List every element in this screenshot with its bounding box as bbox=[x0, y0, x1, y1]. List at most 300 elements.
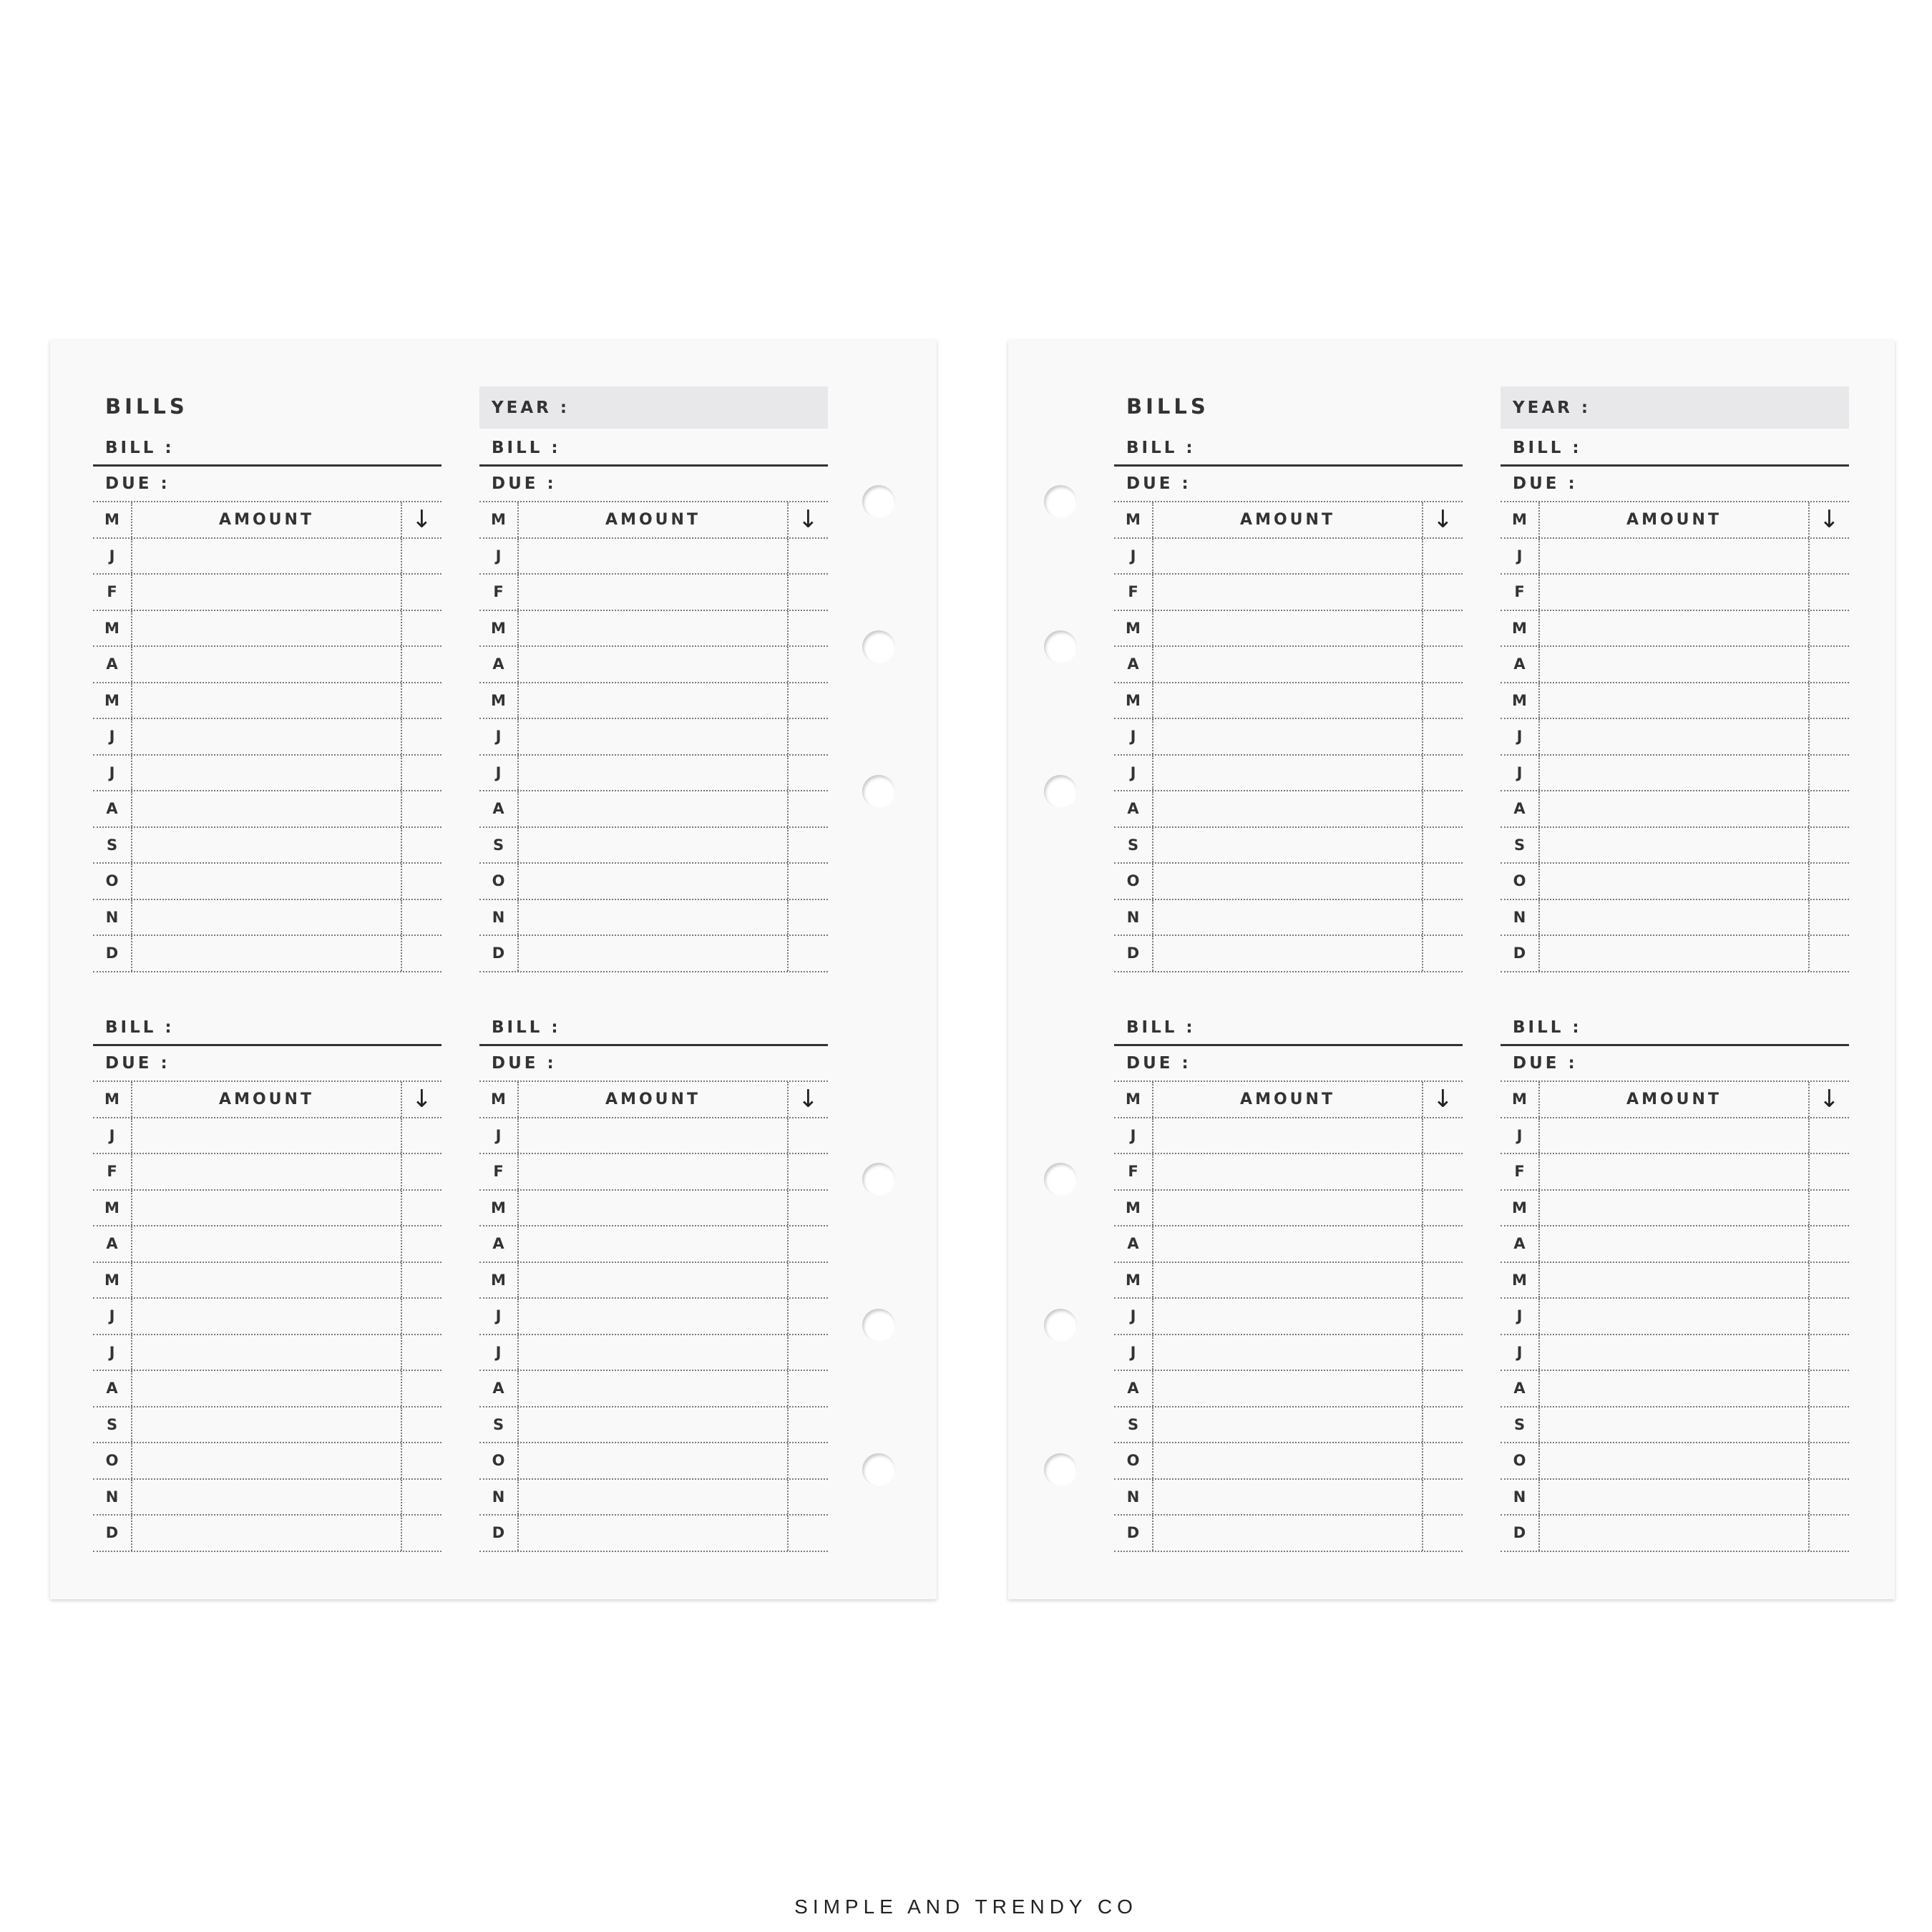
month-row bbox=[93, 647, 441, 683]
amount-cell[interactable] bbox=[1153, 900, 1423, 935]
month-column-header: M bbox=[1114, 502, 1153, 537]
amount-cell[interactable] bbox=[1153, 1154, 1423, 1189]
amount-cell[interactable] bbox=[1153, 647, 1423, 682]
month-row bbox=[1501, 1371, 1849, 1407]
paid-check-cell[interactable] bbox=[789, 791, 828, 826]
month-column-header: M bbox=[93, 502, 132, 537]
bill-name-field[interactable]: BILL : bbox=[479, 431, 828, 467]
month-initial: A bbox=[93, 1226, 132, 1262]
paid-check-cell[interactable] bbox=[1423, 791, 1463, 826]
paid-check-cell[interactable] bbox=[1810, 719, 1849, 754]
paid-check-cell[interactable] bbox=[1810, 1154, 1849, 1189]
amount-cell[interactable] bbox=[1540, 864, 1810, 899]
paid-check-cell[interactable] bbox=[402, 1154, 441, 1189]
amount-cell[interactable] bbox=[1153, 1263, 1423, 1298]
amount-cell[interactable] bbox=[519, 1191, 789, 1226]
amount-cell[interactable] bbox=[519, 828, 789, 863]
paid-check-cell[interactable] bbox=[789, 683, 828, 718]
amount-cell[interactable] bbox=[1153, 1118, 1423, 1153]
amount-cell[interactable] bbox=[132, 683, 402, 718]
month-initial: A bbox=[1501, 1371, 1540, 1406]
bill-name-field[interactable]: BILL : bbox=[93, 431, 441, 467]
amount-cell[interactable] bbox=[132, 611, 402, 646]
month-column-header: M bbox=[479, 1082, 519, 1117]
amount-cell[interactable] bbox=[519, 1480, 789, 1515]
month-initial: A bbox=[93, 647, 132, 682]
month-row bbox=[479, 1371, 828, 1407]
amount-cell[interactable] bbox=[1153, 1407, 1423, 1443]
amount-cell[interactable] bbox=[1540, 1299, 1810, 1334]
month-row bbox=[479, 936, 828, 972]
paid-check-cell[interactable] bbox=[1810, 539, 1849, 574]
amount-cell[interactable] bbox=[519, 1226, 789, 1262]
amount-cell[interactable] bbox=[1153, 539, 1423, 574]
amount-cell[interactable] bbox=[1153, 719, 1423, 754]
month-initial: S bbox=[1501, 1407, 1540, 1443]
month-initial: S bbox=[1114, 1407, 1153, 1443]
paid-check-cell[interactable] bbox=[789, 1480, 828, 1515]
amount-cell[interactable] bbox=[519, 1118, 789, 1153]
due-date-field[interactable]: DUE : bbox=[1501, 1046, 1849, 1082]
paid-check-cell[interactable] bbox=[402, 936, 441, 971]
paid-check-cell[interactable] bbox=[402, 1299, 441, 1334]
month-row bbox=[479, 539, 828, 575]
month-initial: S bbox=[479, 1407, 519, 1443]
bill-block bbox=[1501, 1010, 1849, 1552]
paid-check-cell[interactable] bbox=[789, 1335, 828, 1370]
month-row bbox=[93, 1443, 441, 1480]
amount-cell[interactable] bbox=[519, 864, 789, 899]
binder-hole-icon bbox=[862, 1309, 895, 1342]
amount-cell[interactable] bbox=[1153, 575, 1423, 610]
amount-cell[interactable] bbox=[1540, 1480, 1810, 1515]
month-row bbox=[479, 900, 828, 937]
paid-check-cell[interactable] bbox=[402, 1443, 441, 1478]
paid-check-cell[interactable] bbox=[789, 864, 828, 899]
amount-cell[interactable] bbox=[1153, 1191, 1423, 1226]
month-row bbox=[1501, 575, 1849, 611]
month-initial: A bbox=[479, 1371, 519, 1406]
paid-check-cell[interactable] bbox=[1423, 1371, 1463, 1406]
paid-check-cell[interactable] bbox=[1423, 900, 1463, 935]
month-initial: J bbox=[93, 756, 132, 791]
paid-check-cell[interactable] bbox=[1423, 756, 1463, 791]
amount-cell[interactable] bbox=[132, 1191, 402, 1226]
table-header-row bbox=[93, 1082, 441, 1118]
amount-cell[interactable] bbox=[1153, 1480, 1423, 1515]
bill-name-field[interactable]: BILL : bbox=[1501, 1010, 1849, 1046]
paid-check-cell[interactable] bbox=[402, 1118, 441, 1153]
paid-check-cell[interactable] bbox=[402, 900, 441, 935]
amount-cell[interactable] bbox=[132, 1118, 402, 1153]
paid-check-cell[interactable] bbox=[402, 719, 441, 754]
month-initial: A bbox=[93, 1371, 132, 1406]
amount-cell[interactable] bbox=[132, 828, 402, 863]
paid-check-cell[interactable] bbox=[1423, 539, 1463, 574]
month-row bbox=[479, 1516, 828, 1552]
down-arrow-icon: ↓ bbox=[411, 505, 432, 535]
paid-check-cell[interactable] bbox=[1810, 575, 1849, 610]
paid-check-cell[interactable] bbox=[1423, 1299, 1463, 1334]
amount-cell[interactable] bbox=[1153, 828, 1423, 863]
paid-check-cell[interactable] bbox=[789, 1263, 828, 1298]
amount-cell[interactable] bbox=[1540, 647, 1810, 682]
amount-cell[interactable] bbox=[132, 900, 402, 935]
paid-check-cell[interactable] bbox=[1423, 1154, 1463, 1189]
amount-cell[interactable] bbox=[1540, 900, 1810, 935]
month-row bbox=[479, 864, 828, 900]
month-initial: M bbox=[1501, 1191, 1540, 1226]
bill-name-field[interactable]: BILL : bbox=[1501, 431, 1849, 467]
month-column-header: M bbox=[1501, 1082, 1540, 1117]
paid-check-cell[interactable] bbox=[789, 1407, 828, 1443]
amount-cell[interactable] bbox=[1153, 1226, 1423, 1262]
paid-check-cell[interactable] bbox=[1423, 683, 1463, 718]
paid-check-cell[interactable] bbox=[1810, 1263, 1849, 1298]
month-row bbox=[93, 1335, 441, 1372]
month-initial: D bbox=[1114, 1516, 1153, 1551]
month-initial: M bbox=[1501, 1263, 1540, 1298]
paid-check-cell[interactable] bbox=[1423, 647, 1463, 682]
month-initial: A bbox=[479, 1226, 519, 1262]
year-field[interactable] bbox=[479, 386, 828, 429]
due-date-field[interactable]: DUE : bbox=[93, 1046, 441, 1082]
paid-check-cell[interactable] bbox=[1423, 1480, 1463, 1515]
amount-cell[interactable] bbox=[519, 791, 789, 826]
month-row bbox=[1501, 900, 1849, 937]
paid-check-cell[interactable] bbox=[789, 1226, 828, 1262]
paid-check-cell[interactable] bbox=[1810, 1407, 1849, 1443]
month-row bbox=[479, 1263, 828, 1299]
paid-check-cell[interactable] bbox=[402, 683, 441, 718]
amount-cell[interactable] bbox=[132, 791, 402, 826]
paid-check-cell[interactable] bbox=[1810, 936, 1849, 971]
amount-cell[interactable] bbox=[1153, 1443, 1423, 1478]
paid-check-cell[interactable] bbox=[1810, 683, 1849, 718]
month-row bbox=[1114, 1191, 1463, 1227]
month-initial: J bbox=[479, 1299, 519, 1334]
paid-check-cell[interactable] bbox=[789, 719, 828, 754]
paid-check-cell[interactable] bbox=[1810, 900, 1849, 935]
paid-check-cell[interactable] bbox=[402, 791, 441, 826]
paid-check-cell[interactable] bbox=[1810, 647, 1849, 682]
paid-check-cell[interactable] bbox=[1423, 828, 1463, 863]
paid-check-cell[interactable] bbox=[402, 828, 441, 863]
planner-sheet-right bbox=[1008, 340, 1895, 1599]
amount-cell[interactable] bbox=[132, 864, 402, 899]
month-initial: J bbox=[93, 1335, 132, 1370]
amount-cell[interactable] bbox=[1540, 791, 1810, 826]
paid-check-cell[interactable] bbox=[789, 1516, 828, 1551]
month-row bbox=[1114, 683, 1463, 720]
amount-cell[interactable] bbox=[1540, 539, 1810, 574]
month-initial: A bbox=[479, 647, 519, 682]
month-row bbox=[93, 864, 441, 900]
amount-cell[interactable] bbox=[1540, 936, 1810, 971]
bill-name-field[interactable]: BILL : bbox=[1114, 431, 1463, 467]
paid-check-cell[interactable] bbox=[789, 1299, 828, 1334]
paid-check-cell[interactable] bbox=[1810, 1516, 1849, 1551]
paid-check-cell[interactable] bbox=[1423, 936, 1463, 971]
paid-check-cell[interactable] bbox=[789, 575, 828, 610]
amount-cell[interactable] bbox=[132, 1226, 402, 1262]
month-row bbox=[479, 791, 828, 828]
month-row bbox=[1501, 1226, 1849, 1263]
paid-check-cell[interactable] bbox=[402, 647, 441, 682]
month-row bbox=[479, 1118, 828, 1155]
amount-cell[interactable] bbox=[519, 756, 789, 791]
paid-check-cell[interactable] bbox=[402, 1335, 441, 1370]
bill-block bbox=[93, 1010, 441, 1552]
paid-check-cell[interactable] bbox=[402, 575, 441, 610]
month-row bbox=[1501, 719, 1849, 756]
paid-check-cell[interactable] bbox=[789, 1154, 828, 1189]
amount-cell[interactable] bbox=[1540, 1443, 1810, 1478]
amount-cell[interactable] bbox=[1540, 611, 1810, 646]
amount-cell[interactable] bbox=[519, 611, 789, 646]
down-arrow-icon: ↓ bbox=[1819, 1085, 1840, 1114]
amount-cell[interactable] bbox=[519, 539, 789, 574]
month-row bbox=[1501, 1263, 1849, 1299]
binder-hole-icon bbox=[862, 775, 895, 808]
paid-check-cell[interactable] bbox=[789, 936, 828, 971]
amount-cell[interactable] bbox=[519, 900, 789, 935]
page-title: BILLS bbox=[1126, 394, 1209, 419]
amount-cell[interactable] bbox=[1540, 828, 1810, 863]
amount-cell[interactable] bbox=[519, 647, 789, 682]
paid-check-cell[interactable] bbox=[402, 756, 441, 791]
year-field[interactable] bbox=[1501, 386, 1849, 429]
amount-cell[interactable] bbox=[1153, 1516, 1423, 1551]
month-row bbox=[1501, 611, 1849, 648]
down-arrow-icon: ↓ bbox=[411, 1085, 432, 1114]
due-date-field[interactable]: DUE : bbox=[1114, 467, 1463, 502]
amount-cell[interactable] bbox=[1540, 683, 1810, 718]
amount-cell[interactable] bbox=[1153, 864, 1423, 899]
binder-hole-icon bbox=[1044, 630, 1077, 663]
binder-hole-icon bbox=[1044, 485, 1077, 518]
month-initial: N bbox=[1114, 900, 1153, 935]
amount-cell[interactable] bbox=[132, 719, 402, 754]
month-row bbox=[479, 1226, 828, 1263]
amount-cell[interactable] bbox=[132, 647, 402, 682]
amount-cell[interactable] bbox=[132, 1480, 402, 1515]
amount-cell[interactable] bbox=[519, 575, 789, 610]
binder-hole-icon bbox=[862, 1453, 895, 1486]
paid-check-cell[interactable] bbox=[1810, 1226, 1849, 1262]
month-initial: M bbox=[479, 1191, 519, 1226]
month-row bbox=[1501, 936, 1849, 972]
table-header-row bbox=[1114, 502, 1463, 539]
binder-hole-icon bbox=[862, 1163, 895, 1196]
paid-check-cell[interactable] bbox=[402, 539, 441, 574]
due-date-field[interactable]: DUE : bbox=[93, 467, 441, 502]
paid-check-cell[interactable] bbox=[1810, 1443, 1849, 1478]
paid-check-cell[interactable] bbox=[1810, 1480, 1849, 1515]
amount-cell[interactable] bbox=[1153, 611, 1423, 646]
month-initial: A bbox=[1501, 647, 1540, 682]
month-row bbox=[1501, 1299, 1849, 1335]
amount-cell[interactable] bbox=[519, 1154, 789, 1189]
amount-cell[interactable] bbox=[519, 1263, 789, 1298]
month-row bbox=[1114, 1443, 1463, 1480]
amount-cell[interactable] bbox=[1540, 1407, 1810, 1443]
binder-hole-icon bbox=[1044, 1163, 1077, 1196]
due-date-field[interactable]: DUE : bbox=[1114, 1046, 1463, 1082]
paid-check-cell[interactable] bbox=[1810, 756, 1849, 791]
table-header-row bbox=[479, 1082, 828, 1118]
paid-check-cell[interactable] bbox=[789, 1191, 828, 1226]
paid-check-cell[interactable] bbox=[789, 539, 828, 574]
paid-check-cell[interactable] bbox=[1810, 1118, 1849, 1153]
year-label: YEAR : bbox=[492, 398, 570, 417]
amount-cell[interactable] bbox=[132, 1516, 402, 1551]
due-date-field[interactable]: DUE : bbox=[1501, 467, 1849, 502]
amount-cell[interactable] bbox=[1540, 1191, 1810, 1226]
paid-check-cell[interactable] bbox=[402, 864, 441, 899]
paid-check-cell[interactable] bbox=[1810, 1371, 1849, 1406]
paid-check-cell[interactable] bbox=[789, 756, 828, 791]
paid-check-cell[interactable] bbox=[1810, 1335, 1849, 1370]
amount-cell[interactable] bbox=[132, 1443, 402, 1478]
amount-cell[interactable] bbox=[1153, 1335, 1423, 1370]
month-initial: S bbox=[479, 828, 519, 863]
amount-cell[interactable] bbox=[519, 683, 789, 718]
amount-cell[interactable] bbox=[132, 1335, 402, 1370]
paid-check-cell[interactable] bbox=[1423, 1407, 1463, 1443]
amount-cell[interactable] bbox=[1153, 936, 1423, 971]
paid-check-cell[interactable] bbox=[1810, 864, 1849, 899]
paid-check-cell[interactable] bbox=[402, 1263, 441, 1298]
paid-check-cell[interactable] bbox=[1810, 1299, 1849, 1334]
amount-cell[interactable] bbox=[1540, 1516, 1810, 1551]
month-row bbox=[1114, 1263, 1463, 1299]
amount-cell[interactable] bbox=[519, 1299, 789, 1334]
paid-check-cell[interactable] bbox=[402, 1191, 441, 1226]
paid-check-cell[interactable] bbox=[1423, 864, 1463, 899]
paid-check-cell[interactable] bbox=[789, 1443, 828, 1478]
amount-cell[interactable] bbox=[132, 1263, 402, 1298]
bill-name-field[interactable]: BILL : bbox=[479, 1010, 828, 1046]
amount-cell[interactable] bbox=[519, 1443, 789, 1478]
paid-check-cell[interactable] bbox=[1423, 575, 1463, 610]
paid-check-cell[interactable] bbox=[1423, 1443, 1463, 1478]
paid-check-cell[interactable] bbox=[402, 1480, 441, 1515]
paid-check-cell[interactable] bbox=[402, 1371, 441, 1406]
paid-check-cell[interactable] bbox=[1810, 791, 1849, 826]
amount-cell[interactable] bbox=[132, 756, 402, 791]
month-row bbox=[1501, 1480, 1849, 1516]
month-row bbox=[93, 936, 441, 972]
month-row bbox=[93, 900, 441, 937]
amount-cell[interactable] bbox=[1540, 1371, 1810, 1406]
amount-cell[interactable] bbox=[132, 575, 402, 610]
paid-check-cell[interactable] bbox=[1810, 611, 1849, 646]
month-column-header: M bbox=[1501, 502, 1540, 537]
amount-cell[interactable] bbox=[132, 1407, 402, 1443]
amount-cell[interactable] bbox=[519, 936, 789, 971]
month-initial: O bbox=[1501, 1443, 1540, 1478]
due-date-field[interactable]: DUE : bbox=[479, 467, 828, 502]
amount-cell[interactable] bbox=[1540, 1335, 1810, 1370]
paid-check-cell[interactable] bbox=[789, 647, 828, 682]
amount-cell[interactable] bbox=[1540, 1118, 1810, 1153]
paid-check-cell[interactable] bbox=[1423, 1191, 1463, 1226]
due-date-field[interactable]: DUE : bbox=[479, 1046, 828, 1082]
amount-cell[interactable] bbox=[1540, 1226, 1810, 1262]
paid-check-cell[interactable] bbox=[789, 611, 828, 646]
bill-name-field[interactable]: BILL : bbox=[93, 1010, 441, 1046]
amount-cell[interactable] bbox=[1540, 1263, 1810, 1298]
month-row bbox=[1501, 1516, 1849, 1552]
month-initial: F bbox=[1114, 575, 1153, 610]
paid-check-cell[interactable] bbox=[789, 1371, 828, 1406]
paid-check-cell[interactable] bbox=[1423, 1263, 1463, 1298]
paid-check-cell[interactable] bbox=[789, 900, 828, 935]
month-row bbox=[1114, 1335, 1463, 1372]
paid-check-cell[interactable] bbox=[789, 828, 828, 863]
month-row bbox=[93, 719, 441, 756]
paid-check-cell[interactable] bbox=[1810, 828, 1849, 863]
paid-check-cell[interactable] bbox=[402, 611, 441, 646]
month-row bbox=[1114, 1407, 1463, 1444]
amount-cell[interactable] bbox=[1540, 1154, 1810, 1189]
paid-check-cell[interactable] bbox=[402, 1226, 441, 1262]
amount-cell[interactable] bbox=[132, 936, 402, 971]
month-row bbox=[1501, 647, 1849, 683]
bill-name-field[interactable]: BILL : bbox=[1114, 1010, 1463, 1046]
amount-cell[interactable] bbox=[1153, 1299, 1423, 1334]
amount-cell[interactable] bbox=[132, 1154, 402, 1189]
paid-check-cell[interactable] bbox=[1423, 611, 1463, 646]
amount-cell[interactable] bbox=[1540, 756, 1810, 791]
month-row bbox=[93, 1191, 441, 1227]
month-initial: J bbox=[1501, 1335, 1540, 1370]
paid-check-cell[interactable] bbox=[1423, 1226, 1463, 1262]
amount-cell[interactable] bbox=[1153, 756, 1423, 791]
amount-cell[interactable] bbox=[519, 1516, 789, 1551]
table-header-row bbox=[479, 502, 828, 539]
paid-check-cell[interactable] bbox=[402, 1516, 441, 1551]
paid-check-cell[interactable] bbox=[1810, 1191, 1849, 1226]
amount-cell[interactable] bbox=[1153, 1371, 1423, 1406]
amount-cell[interactable] bbox=[1540, 719, 1810, 754]
month-initial: A bbox=[1501, 1226, 1540, 1262]
paid-check-cell[interactable] bbox=[1423, 1118, 1463, 1153]
month-row bbox=[479, 1191, 828, 1227]
amount-cell[interactable] bbox=[1153, 683, 1423, 718]
paid-check-cell[interactable] bbox=[789, 1118, 828, 1153]
amount-cell[interactable] bbox=[519, 1371, 789, 1406]
month-row bbox=[93, 1407, 441, 1444]
paid-check-cell[interactable] bbox=[1423, 1516, 1463, 1551]
paid-check-cell[interactable] bbox=[402, 1407, 441, 1443]
amount-cell[interactable] bbox=[519, 719, 789, 754]
amount-cell[interactable] bbox=[1540, 575, 1810, 610]
amount-cell[interactable] bbox=[132, 539, 402, 574]
amount-cell[interactable] bbox=[519, 1335, 789, 1370]
paid-check-cell[interactable] bbox=[1423, 719, 1463, 754]
down-arrow-icon: ↓ bbox=[798, 505, 819, 535]
month-row bbox=[1114, 1118, 1463, 1155]
paid-check-cell[interactable] bbox=[1423, 1335, 1463, 1370]
amount-cell[interactable] bbox=[519, 1407, 789, 1443]
month-row bbox=[1114, 791, 1463, 828]
month-initial: J bbox=[1114, 1118, 1153, 1153]
amount-cell[interactable] bbox=[132, 1299, 402, 1334]
amount-cell[interactable] bbox=[1153, 791, 1423, 826]
amount-cell[interactable] bbox=[132, 1371, 402, 1406]
